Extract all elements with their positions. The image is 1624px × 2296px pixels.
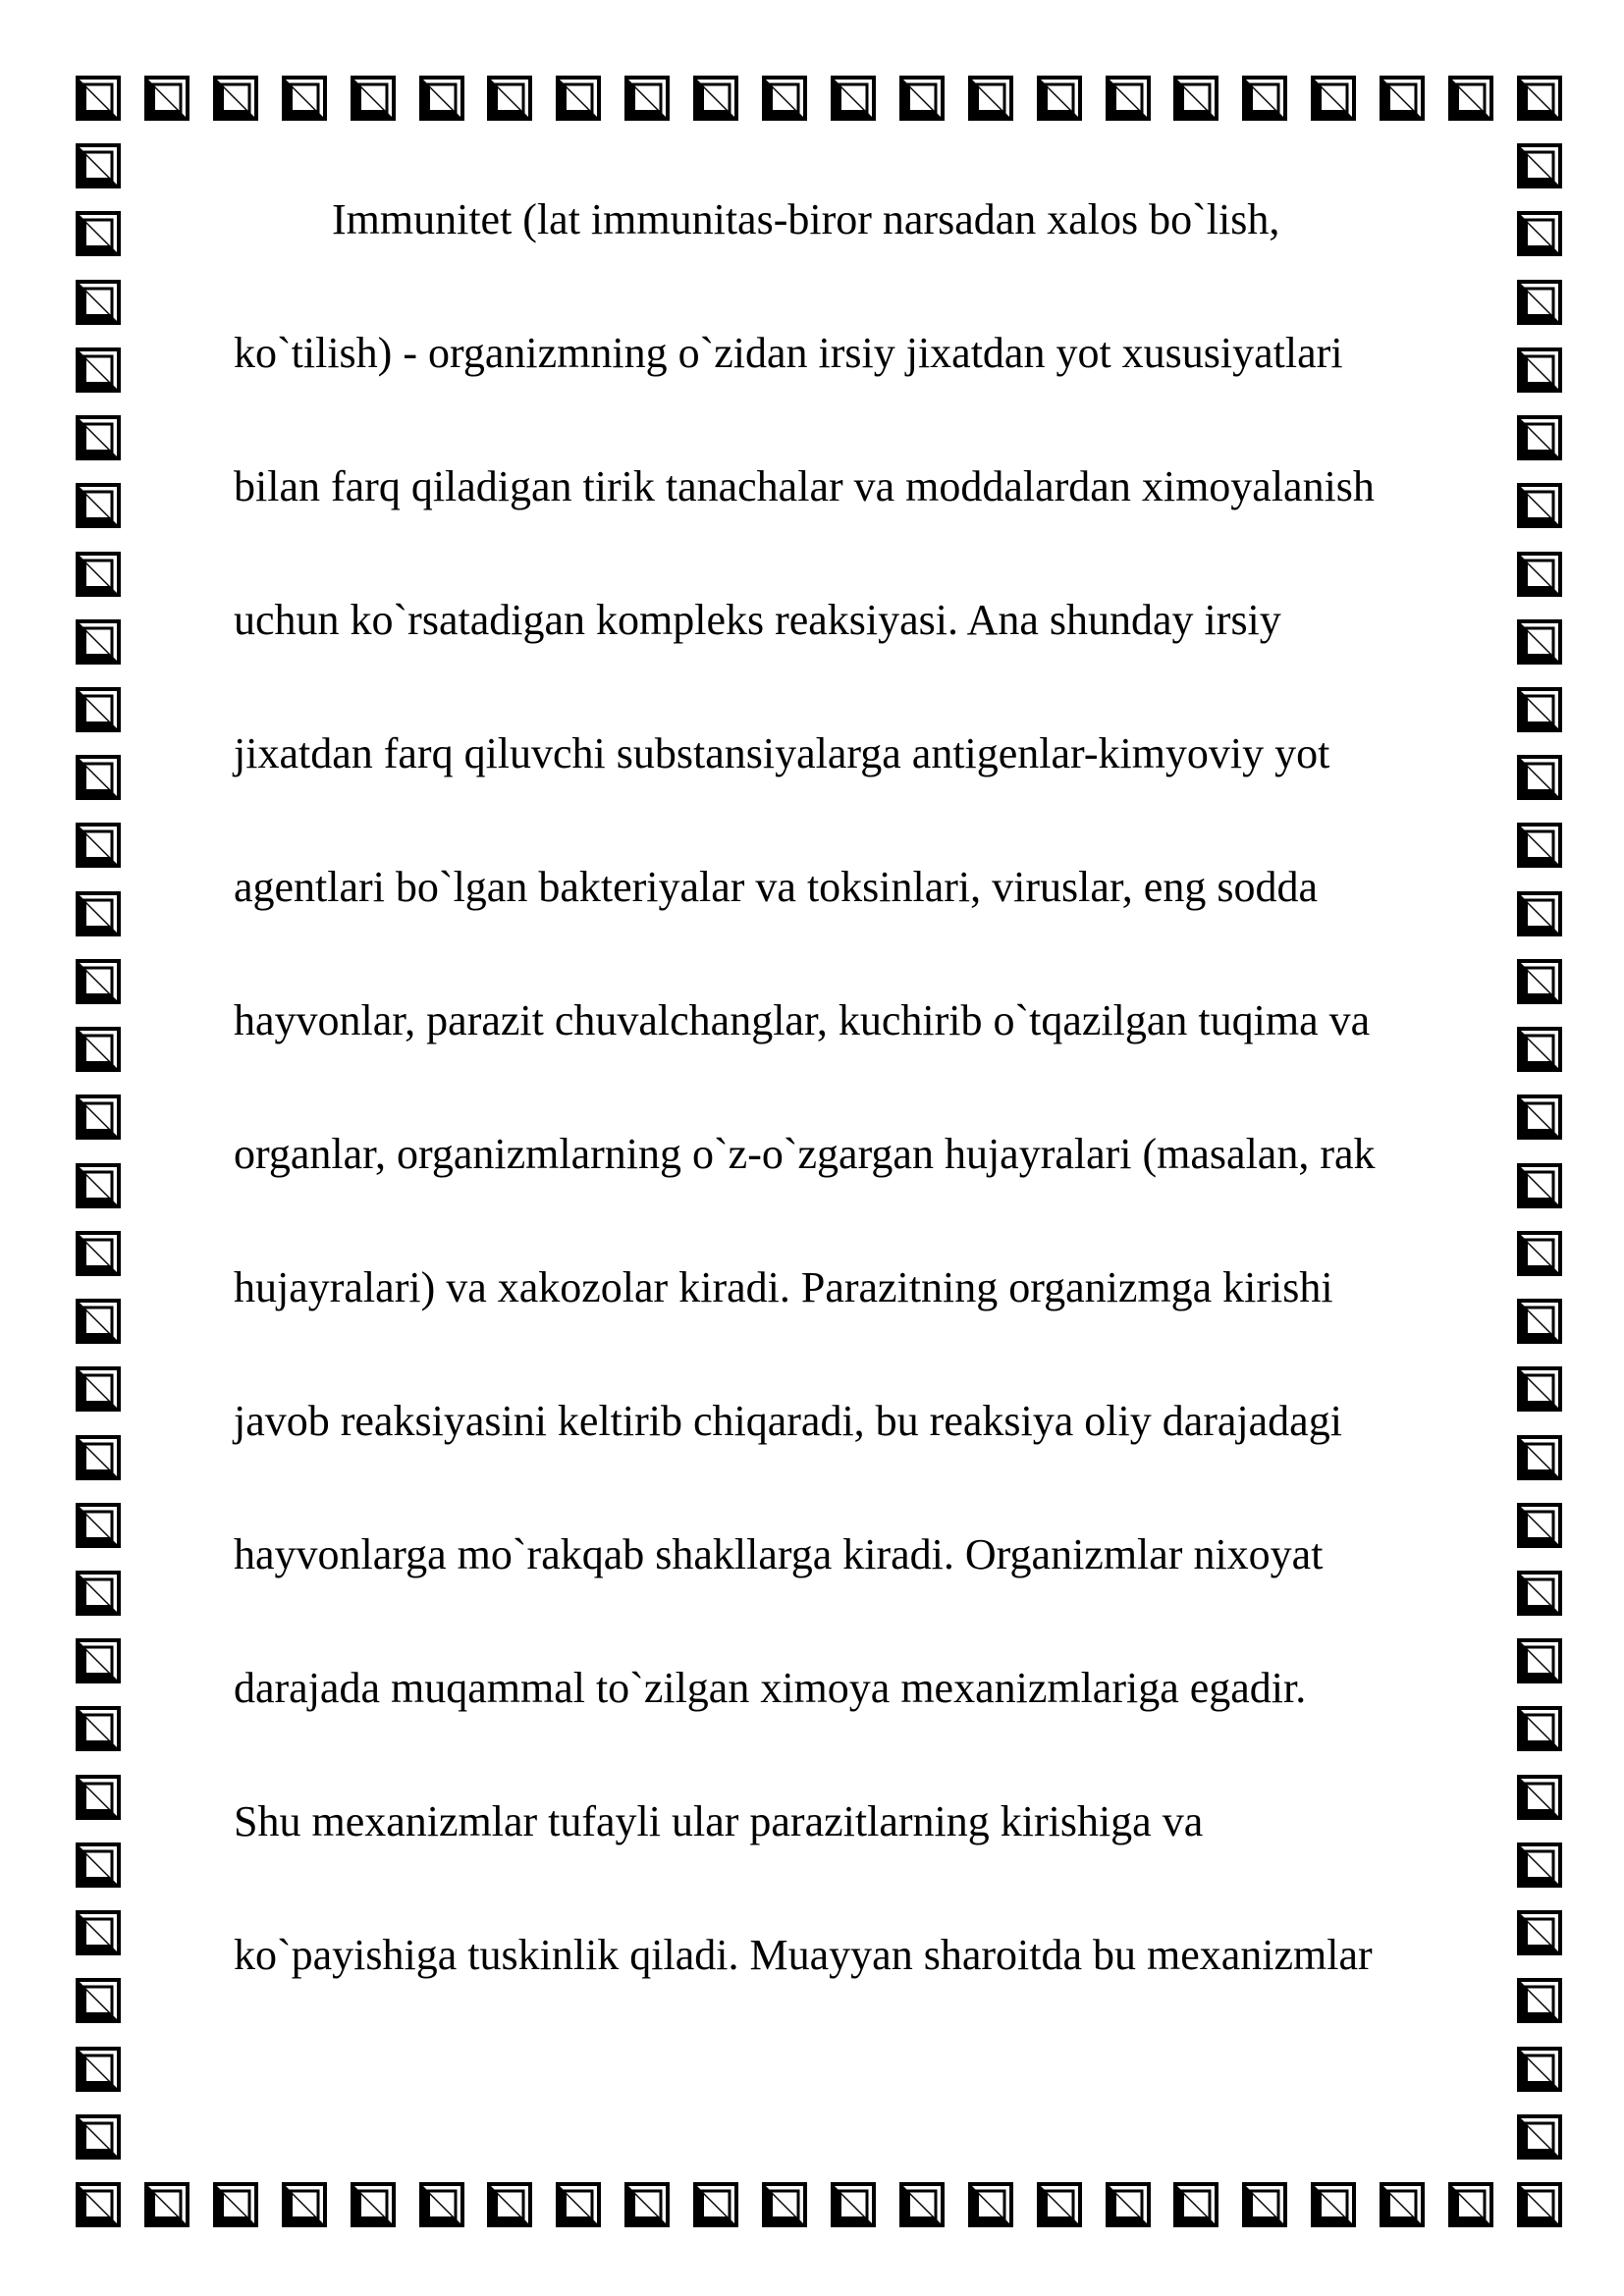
black-diagonal-triangle-square-icon [556,2182,601,2227]
black-diagonal-triangle-square-icon [76,959,121,1004]
black-diagonal-triangle-square-icon [76,1842,121,1888]
black-diagonal-triangle-square-icon [76,619,121,665]
black-diagonal-triangle-square-icon [1517,552,1562,597]
black-diagonal-triangle-square-icon [1448,2182,1493,2227]
black-diagonal-triangle-square-icon [1517,1503,1562,1548]
black-diagonal-triangle-square-icon [76,1638,121,1683]
black-diagonal-triangle-square-icon [624,2182,670,2227]
black-diagonal-triangle-square-icon [1517,1435,1562,1480]
black-diagonal-triangle-square-icon [1517,280,1562,325]
black-diagonal-triangle-square-icon [76,483,121,528]
black-diagonal-triangle-square-icon [1517,347,1562,393]
black-diagonal-triangle-square-icon [1106,2182,1151,2227]
black-diagonal-triangle-square-icon [1517,1366,1562,1412]
black-diagonal-triangle-square-icon [76,2047,121,2092]
black-diagonal-triangle-square-icon [1517,1027,1562,1072]
text-line: darajada muqammal to`zilgan ximoya mexanizmlariga egadir. [234,1664,1307,1712]
text-line: ko`tilish) - organizmning o`zidan irsiy jixatdan yot xususiyatlari [234,329,1343,377]
black-diagonal-triangle-square-icon [76,1910,121,1955]
text-line: ko`payishiga tuskinlik qiladi. Muayyan sharoitda bu mexanizmlar [234,1931,1373,1979]
black-diagonal-triangle-square-icon [76,552,121,597]
black-diagonal-triangle-square-icon [1242,2182,1287,2227]
black-diagonal-triangle-square-icon [76,2114,121,2160]
black-diagonal-triangle-square-icon [1517,415,1562,460]
black-diagonal-triangle-square-icon [76,823,121,868]
black-diagonal-triangle-square-icon [351,76,396,121]
black-diagonal-triangle-square-icon [1517,755,1562,800]
text-line: hayvonlar, parazit chuvalchanglar, kuchirib o`tqazilgan tuqima va [234,996,1371,1044]
black-diagonal-triangle-square-icon [1517,823,1562,868]
black-diagonal-triangle-square-icon [968,2182,1013,2227]
black-diagonal-triangle-square-icon [1037,76,1082,121]
black-diagonal-triangle-square-icon [1380,2182,1425,2227]
black-diagonal-triangle-square-icon [968,76,1013,121]
black-diagonal-triangle-square-icon [76,755,121,800]
black-diagonal-triangle-square-icon [76,1366,121,1412]
black-diagonal-triangle-square-icon [1517,2182,1562,2227]
black-diagonal-triangle-square-icon [899,2182,945,2227]
black-diagonal-triangle-square-icon [419,2182,464,2227]
black-diagonal-triangle-square-icon [144,2182,189,2227]
black-diagonal-triangle-square-icon [76,2182,121,2227]
black-diagonal-triangle-square-icon [899,76,945,121]
black-diagonal-triangle-square-icon [76,347,121,393]
black-diagonal-triangle-square-icon [1173,2182,1218,2227]
black-diagonal-triangle-square-icon [1448,76,1493,121]
black-diagonal-triangle-square-icon [76,1095,121,1140]
black-diagonal-triangle-square-icon [1242,76,1287,121]
black-diagonal-triangle-square-icon [1517,76,1562,121]
black-diagonal-triangle-square-icon [1517,1775,1562,1820]
black-diagonal-triangle-square-icon [1517,2047,1562,2092]
black-diagonal-triangle-square-icon [1517,1978,1562,2023]
black-diagonal-triangle-square-icon [1173,76,1218,121]
text-line: Shu mexanizmlar tufayli ular parazitlarning kirishiga va [234,1797,1204,1845]
black-diagonal-triangle-square-icon [76,1231,121,1276]
black-diagonal-triangle-square-icon [1517,687,1562,732]
black-diagonal-triangle-square-icon [762,2182,807,2227]
black-diagonal-triangle-square-icon [1106,76,1151,121]
black-diagonal-triangle-square-icon [556,76,601,121]
black-diagonal-triangle-square-icon [76,143,121,188]
black-diagonal-triangle-square-icon [1517,1571,1562,1616]
black-diagonal-triangle-square-icon [762,76,807,121]
black-diagonal-triangle-square-icon [1037,2182,1082,2227]
black-diagonal-triangle-square-icon [76,1503,121,1548]
black-diagonal-triangle-square-icon [419,76,464,121]
black-diagonal-triangle-square-icon [1517,619,1562,665]
black-diagonal-triangle-square-icon [76,1163,121,1208]
black-diagonal-triangle-square-icon [282,76,327,121]
black-diagonal-triangle-square-icon [1517,1299,1562,1344]
black-diagonal-triangle-square-icon [76,1435,121,1480]
black-diagonal-triangle-square-icon [76,415,121,460]
text-line: agentlari bo`lgan bakteriyalar va toksinlari, viruslar, eng sodda [234,863,1318,911]
black-diagonal-triangle-square-icon [76,1299,121,1344]
black-diagonal-triangle-square-icon [624,76,670,121]
text-line: bilan farq qiladigan tirik tanachalar va moddalardan ximoyalanish [234,462,1375,510]
text-line: organlar, organizmlarning o`z-o`zgargan hujayralari (masalan, rak [234,1130,1376,1178]
black-diagonal-triangle-square-icon [144,76,189,121]
black-diagonal-triangle-square-icon [76,1571,121,1616]
text-line: uchun ko`rsatadigan kompleks reaksiyasi. Ana shunday irsiy [234,596,1281,644]
black-diagonal-triangle-square-icon [1517,891,1562,936]
black-diagonal-triangle-square-icon [1311,2182,1356,2227]
black-diagonal-triangle-square-icon [1517,1842,1562,1888]
black-diagonal-triangle-square-icon [1517,1163,1562,1208]
text-line: hayvonlarga mo`rakqab shakllarga kiradi. Organizmlar nixoyat [234,1530,1324,1578]
black-diagonal-triangle-square-icon [213,76,258,121]
black-diagonal-triangle-square-icon [1517,211,1562,256]
black-diagonal-triangle-square-icon [1517,1231,1562,1276]
black-diagonal-triangle-square-icon [213,2182,258,2227]
black-diagonal-triangle-square-icon [1311,76,1356,121]
black-diagonal-triangle-square-icon [76,1978,121,2023]
black-diagonal-triangle-square-icon [76,211,121,256]
black-diagonal-triangle-square-icon [76,76,121,121]
black-diagonal-triangle-square-icon [351,2182,396,2227]
black-diagonal-triangle-square-icon [76,891,121,936]
black-diagonal-triangle-square-icon [1380,76,1425,121]
black-diagonal-triangle-square-icon [282,2182,327,2227]
black-diagonal-triangle-square-icon [1517,143,1562,188]
black-diagonal-triangle-square-icon [1517,959,1562,1004]
black-diagonal-triangle-square-icon [693,76,738,121]
text-line: javob reaksiyasini keltirib chiqaradi, bu reaksiya oliy darajadagi [234,1397,1342,1445]
black-diagonal-triangle-square-icon [1517,1095,1562,1140]
black-diagonal-triangle-square-icon [831,76,876,121]
black-diagonal-triangle-square-icon [1517,483,1562,528]
black-diagonal-triangle-square-icon [1517,1638,1562,1683]
black-diagonal-triangle-square-icon [693,2182,738,2227]
black-diagonal-triangle-square-icon [76,1027,121,1072]
text-line: jixatdan farq qiluvchi substansiyalarga antigenlar-kimyoviy yot [234,729,1330,777]
black-diagonal-triangle-square-icon [76,1775,121,1820]
text-line: hujayralari) va xakozolar kiradi. Parazitning organizmga kirishi [234,1263,1333,1311]
black-diagonal-triangle-square-icon [487,76,532,121]
black-diagonal-triangle-square-icon [1517,2114,1562,2160]
black-diagonal-triangle-square-icon [487,2182,532,2227]
black-diagonal-triangle-square-icon [1517,1910,1562,1955]
text-line: Immunitet (lat immunitas-biror narsadan xalos bo`lish, [332,195,1280,243]
black-diagonal-triangle-square-icon [76,1706,121,1751]
black-diagonal-triangle-square-icon [1517,1706,1562,1751]
black-diagonal-triangle-square-icon [76,687,121,732]
black-diagonal-triangle-square-icon [831,2182,876,2227]
black-diagonal-triangle-square-icon [76,280,121,325]
